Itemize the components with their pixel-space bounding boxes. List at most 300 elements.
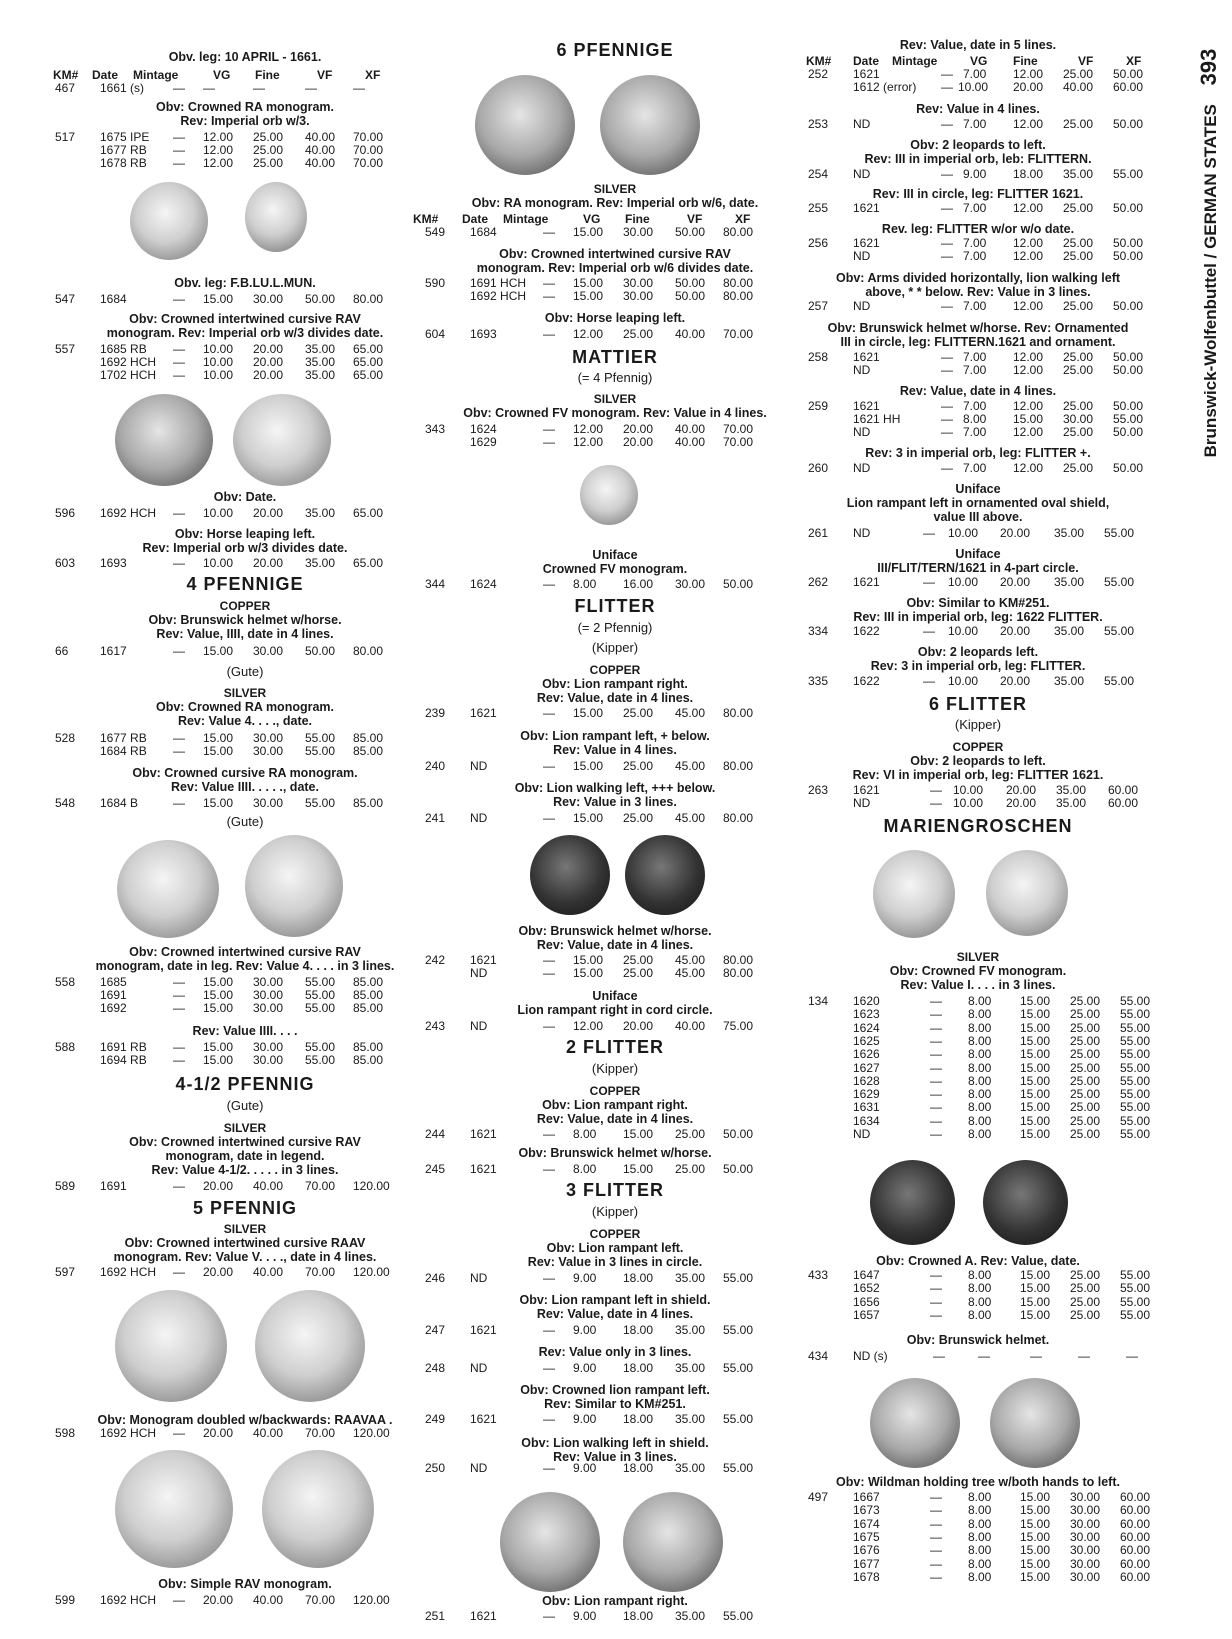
hdr-vg: VG	[213, 68, 231, 82]
table-cell: 80.00	[353, 644, 384, 658]
table-cell: 20.00	[203, 1426, 234, 1440]
metal-label: SILVER	[223, 1121, 267, 1135]
table-cell: 1691	[100, 1179, 127, 1193]
table-cell: 18.00	[623, 1323, 654, 1337]
table-cell: 1621	[853, 575, 880, 589]
desc: Crowned FV monogram.	[542, 562, 688, 576]
table-cell: ND	[853, 167, 871, 181]
cell-mt: —	[930, 1529, 942, 1544]
table-cell: —	[941, 425, 953, 439]
table-cell: 120.00	[353, 1179, 390, 1193]
table-cell: 55.00	[305, 731, 336, 745]
desc: Rev: Value I. . . . in 3 lines.	[900, 978, 1056, 992]
table-cell: 20.00	[253, 556, 284, 570]
cell-v1: 8.00	[968, 1281, 992, 1296]
cell-v2: 15.00	[1020, 1268, 1051, 1282]
table-cell: 18.00	[623, 1461, 654, 1475]
table-cell: 35.00	[1054, 575, 1085, 589]
table-cell: 80.00	[723, 811, 754, 825]
table-cell: 1692 HCH	[100, 1593, 157, 1607]
table-cell: 85.00	[353, 731, 384, 745]
table-cell: 120.00	[353, 1426, 390, 1440]
cell-v3: 25.00	[1070, 1268, 1101, 1282]
table-cell: —	[941, 412, 953, 426]
metal-label: COPPER	[589, 1227, 641, 1241]
table-cell: 15.00	[203, 1001, 234, 1015]
table-cell: 20.00	[1006, 783, 1037, 797]
table-cell: 65.00	[353, 342, 384, 356]
table-cell: 66	[55, 644, 69, 658]
table-cell: —	[543, 759, 555, 773]
desc: Rev: Value 4. . . ., date.	[177, 714, 313, 728]
table-cell: 30.00	[253, 796, 284, 810]
hdr-date: Date	[462, 212, 489, 226]
table-cell: 255	[808, 201, 829, 215]
cell-v3: 30.00	[1070, 1556, 1101, 1571]
table-cell: 25.00	[253, 130, 284, 144]
desc: Obv: Lion walking left in shield.	[521, 1436, 709, 1450]
table-cell: 70.00	[305, 1426, 336, 1440]
table-cell: —	[543, 1019, 555, 1033]
table-cell: 8.00	[573, 1127, 597, 1141]
table-cell: 55.00	[305, 1053, 336, 1067]
coin-image	[233, 394, 331, 486]
table-cell: 35.00	[305, 355, 336, 369]
cell-v1: 8.00	[968, 1268, 992, 1282]
desc: Obv: Crowned RA monogram.	[155, 700, 334, 714]
cell-dt: 1629	[853, 1087, 880, 1102]
hdr-km: KM#	[413, 212, 439, 226]
table-cell: 50.00	[1113, 461, 1144, 475]
coin-image	[873, 850, 955, 938]
table-cell: 1661 (s)	[100, 81, 145, 95]
desc: Rev: Imperial orb w/3 divides date.	[142, 541, 348, 555]
table-cell: 50.00	[1113, 425, 1144, 439]
table-cell: 18.00	[1013, 167, 1044, 181]
coin-image	[500, 1492, 600, 1592]
table-cell: 25.00	[1063, 236, 1094, 250]
metal-label: COPPER	[219, 599, 271, 613]
cell-v2: 15.00	[1020, 1047, 1051, 1062]
table-cell: 251	[425, 1609, 446, 1623]
table-cell: 25.00	[1063, 350, 1094, 364]
cell-v1: 8.00	[968, 1033, 992, 1048]
table-cell: 40.00	[305, 156, 336, 170]
table-cell: 334	[808, 624, 829, 638]
table-cell: 70.00	[353, 156, 384, 170]
table-cell: —	[173, 556, 185, 570]
desc: Rev: III in imperial orb, leg: 1622 FLITTER.	[853, 610, 1103, 624]
table-cell: 80.00	[723, 706, 754, 720]
desc: Obv: Lion walking left, +++ below.	[514, 781, 716, 795]
table-cell: 30.00	[253, 1001, 284, 1015]
table-cell: ND	[470, 966, 488, 980]
table-cell: 12.00	[1013, 299, 1044, 313]
table-cell: 1691 RB	[100, 1040, 147, 1054]
table-cell: 12.00	[1013, 117, 1044, 131]
desc: Obv: Crowned cursive RA monogram.	[132, 766, 358, 780]
table-cell: 50.00	[1113, 236, 1144, 250]
table-cell: 20.00	[253, 506, 284, 520]
table-cell: 1692 HCH	[100, 355, 157, 369]
table-cell: 15.00	[573, 966, 604, 980]
table-cell: 15.00	[203, 1040, 234, 1054]
table-cell: 596	[55, 506, 76, 520]
table-cell: 7.00	[963, 425, 987, 439]
table-cell: 20.00	[623, 422, 654, 436]
table-cell: —	[941, 363, 953, 377]
table-cell: 20.00	[203, 1265, 234, 1279]
table-cell: 10.00	[203, 556, 234, 570]
desc: Rev: 3 in imperial orb, leg: FLITTER +.	[865, 446, 1091, 460]
hdr-vf: VF	[687, 212, 703, 226]
table-cell: —	[941, 67, 953, 81]
running-head-text: Brunswick-Wolfenbuttel / GERMAN STATES	[1201, 104, 1220, 458]
table-cell: 245	[425, 1162, 446, 1176]
table-cell: 1624	[470, 577, 497, 591]
cell-dt: 1652	[853, 1281, 880, 1296]
desc: Obv: Horse leaping left.	[544, 311, 686, 325]
table-cell: 8.00	[963, 412, 987, 426]
table-cell: 80.00	[723, 289, 754, 303]
cell-mt: —	[930, 1516, 942, 1531]
table-cell: 50.00	[723, 577, 754, 591]
table-cell: 55.00	[723, 1461, 754, 1475]
table-cell: ND	[853, 425, 871, 439]
hdr-fine: Fine	[255, 68, 280, 82]
table-cell: 40.00	[675, 1019, 706, 1033]
table-cell: —	[941, 461, 953, 475]
table-cell: 1684	[100, 292, 127, 306]
table-cell: 40.00	[253, 1265, 284, 1279]
cell-v3: 30.00	[1070, 1490, 1101, 1504]
cell-v4: 55.00	[1120, 1073, 1151, 1088]
cell-v1: 8.00	[968, 1020, 992, 1035]
cell-v4: 55.00	[1120, 1047, 1151, 1062]
table-cell: 20.00	[1000, 526, 1031, 540]
coin-image	[117, 840, 219, 938]
table-cell: 45.00	[675, 811, 706, 825]
table-cell: —	[173, 355, 185, 369]
table-cell: 40.00	[253, 1179, 284, 1193]
cell-mt: —	[930, 1033, 942, 1048]
table-cell: —	[923, 526, 935, 540]
table-cell: 55.00	[723, 1361, 754, 1375]
table-cell: 12.00	[1013, 399, 1044, 413]
table-cell: 55.00	[723, 1609, 754, 1623]
table-cell: ND	[470, 811, 488, 825]
section-title: MARIENGROSCHEN	[883, 816, 1073, 836]
table-cell: 252	[808, 67, 829, 81]
cell-dt: 1623	[853, 1007, 880, 1022]
cell-v1: 8.00	[968, 994, 992, 1008]
table-cell: —	[543, 327, 555, 341]
table-cell: 40.00	[305, 130, 336, 144]
hdr-fine: Fine	[625, 212, 650, 226]
hdr-date: Date	[853, 54, 880, 68]
hdr-vf: VF	[317, 68, 333, 82]
table-cell: 25.00	[623, 953, 654, 967]
table-cell: 25.00	[1063, 67, 1094, 81]
table-cell: 1621 HH	[853, 412, 901, 426]
table-cell: 85.00	[353, 988, 384, 1002]
table-cell: —	[543, 706, 555, 720]
table-cell: —	[305, 81, 317, 95]
table-cell: 35.00	[305, 342, 336, 356]
table-cell: —	[543, 1162, 555, 1176]
desc: Rev: Value, date in 4 lines.	[899, 384, 1057, 398]
metal-label: SILVER	[593, 182, 637, 196]
table-cell: 9.00	[573, 1323, 597, 1337]
table-cell: 10.00	[948, 575, 979, 589]
cell-v2: 15.00	[1020, 1100, 1051, 1115]
desc: Obv: Horse leaping left.	[174, 527, 316, 541]
cell-v3: 25.00	[1070, 1073, 1101, 1088]
cell-v2: 15.00	[1020, 1020, 1051, 1035]
table-cell: 248	[425, 1361, 446, 1375]
table-cell: 10.00	[203, 342, 234, 356]
table-cell: ND	[853, 117, 871, 131]
table-cell: 120.00	[353, 1593, 390, 1607]
desc: Obv: 2 leopards to left.	[910, 138, 1046, 152]
cell-v4: 55.00	[1120, 1007, 1151, 1022]
cell-dt: 1676	[853, 1543, 880, 1558]
cell-v4: 55.00	[1120, 1281, 1151, 1296]
table-cell: 25.00	[623, 706, 654, 720]
section-title: MATTIER	[572, 347, 658, 367]
metal-label: COPPER	[589, 663, 641, 677]
desc: above, * * below. Rev: Value in 3 lines.	[865, 285, 1091, 299]
table-cell: 12.00	[1013, 350, 1044, 364]
table-cell: —	[1030, 1349, 1042, 1363]
sub-label: (Gute)	[226, 814, 264, 829]
cell-dt: 1677	[853, 1556, 880, 1571]
table-cell: —	[543, 1127, 555, 1141]
table-cell: 15.00	[203, 988, 234, 1002]
table-cell: 9.00	[573, 1271, 597, 1285]
table-cell: 590	[425, 276, 446, 290]
coin-image	[245, 835, 343, 937]
desc: Rev: Value in 3 lines.	[553, 795, 677, 809]
table-cell: 35.00	[675, 1609, 706, 1623]
desc: Obv: Crowned intertwined cursive RAV	[129, 1135, 361, 1149]
table-cell: 15.00	[573, 811, 604, 825]
table-cell: ND	[470, 1461, 488, 1475]
cell-mt: —	[930, 1294, 942, 1309]
table-cell: —	[543, 435, 555, 449]
cell-v3: 30.00	[1070, 1569, 1101, 1584]
table-cell: 549	[425, 225, 446, 239]
table-cell: 20.00	[253, 355, 284, 369]
cell-v2: 15.00	[1020, 1556, 1051, 1571]
cell-v4: 55.00	[1120, 994, 1151, 1008]
table-cell: 25.00	[1063, 425, 1094, 439]
desc: Rev: Value, date in 4 lines.	[536, 1112, 694, 1126]
cell-v4: 55.00	[1120, 1127, 1151, 1141]
desc: Rev: Similar to KM#251.	[544, 1397, 686, 1411]
cell-dt: 1647	[853, 1268, 880, 1282]
table-cell: —	[173, 1265, 185, 1279]
cell-mt: —	[930, 1073, 942, 1088]
table-cell: 40.00	[675, 327, 706, 341]
table-cell: —	[173, 143, 185, 157]
table-cell: ND	[470, 1271, 488, 1285]
table-cell: —	[173, 342, 185, 356]
desc: value III above.	[933, 510, 1023, 524]
table-cell: —	[543, 1323, 555, 1337]
cell-mt: —	[930, 1047, 942, 1062]
table-cell: 55.00	[305, 1040, 336, 1054]
cell-v4: 55.00	[1120, 1087, 1151, 1102]
cell-v2: 15.00	[1020, 1007, 1051, 1022]
cell-v2: 15.00	[1020, 1503, 1051, 1518]
table-cell: 7.00	[963, 67, 987, 81]
table-cell: —	[543, 1271, 555, 1285]
table-cell: 80.00	[723, 225, 754, 239]
desc: Obv: Simple RAV monogram.	[158, 1577, 332, 1591]
section-title: 5 PFENNIG	[192, 1198, 298, 1218]
hdr-vf: VF	[1078, 54, 1094, 68]
table-cell: 10.00	[948, 674, 979, 688]
section-title: 2 FLITTER	[566, 1037, 664, 1057]
table-cell: 243	[425, 1019, 446, 1033]
table-cell: 15.00	[573, 289, 604, 303]
table-cell: 548	[55, 796, 76, 810]
desc: Obv. leg: F.B.LU.L.MUN.	[174, 276, 316, 290]
table-cell: 1621	[853, 399, 880, 413]
page-number: 393	[1196, 48, 1221, 86]
table-cell: —	[173, 988, 185, 1002]
cell-dt: 1678	[853, 1569, 880, 1584]
table-cell: —	[543, 1361, 555, 1375]
table-cell: ND	[853, 249, 871, 263]
sub-label: (Kipper)	[954, 717, 1002, 732]
table-cell: 70.00	[305, 1593, 336, 1607]
cell-dt: 1626	[853, 1047, 880, 1062]
table-cell: 35.00	[675, 1323, 706, 1337]
table-cell: 1621	[853, 350, 880, 364]
cell-v4: 55.00	[1120, 1020, 1151, 1035]
cell-v3: 25.00	[1070, 1127, 1101, 1141]
table-cell: 25.00	[253, 156, 284, 170]
table-cell: —	[923, 575, 935, 589]
running-head	[1194, 30, 1224, 470]
table-cell: 50.00	[1113, 67, 1144, 81]
table-cell: 30.00	[1063, 412, 1094, 426]
table-cell: —	[173, 130, 185, 144]
table-cell: —	[941, 299, 953, 313]
cell-v4: 60.00	[1120, 1503, 1151, 1518]
table-cell: 50.00	[1113, 363, 1144, 377]
table-cell: 240	[425, 759, 446, 773]
coin-image	[262, 1450, 374, 1568]
cell-v3: 25.00	[1070, 1087, 1101, 1102]
table-cell: 588	[55, 1040, 76, 1054]
table-cell: 20.00	[253, 368, 284, 382]
table-cell: —	[173, 744, 185, 758]
cell-dt: 1673	[853, 1503, 880, 1518]
table-cell: 1621	[470, 1412, 497, 1426]
cell-mt: —	[930, 1127, 942, 1141]
table-cell: 55.00	[305, 744, 336, 758]
desc: Rev: Value, IIII, date in 4 lines.	[156, 627, 334, 641]
table-cell: 10.00	[953, 796, 984, 810]
cell-v1: 8.00	[968, 1516, 992, 1531]
table-cell: 15.00	[573, 225, 604, 239]
cell-mt: —	[930, 1268, 942, 1282]
table-cell: 1684 B	[100, 796, 139, 810]
table-cell: 1624	[470, 422, 497, 436]
table-cell: 20.00	[203, 1593, 234, 1607]
table-cell: 55.00	[1104, 624, 1135, 638]
cell-v2: 15.00	[1020, 1569, 1051, 1584]
table-cell: —	[941, 80, 953, 94]
table-cell: 1694 RB	[100, 1053, 147, 1067]
sub-label: (Kipper)	[591, 1061, 639, 1076]
section-title: 4-1/2 PFENNIG	[175, 1074, 315, 1094]
table-cell: 20.00	[253, 342, 284, 356]
table-cell: 55.00	[1104, 674, 1135, 688]
hdr-vg: VG	[970, 54, 988, 68]
table-cell: ND	[470, 1019, 488, 1033]
table-cell: 50.00	[675, 289, 706, 303]
table-cell: 30.00	[253, 744, 284, 758]
table-cell: 1621	[853, 67, 880, 81]
table-cell: 10.00	[953, 783, 984, 797]
table-cell: 35.00	[305, 368, 336, 382]
cell-dt: 1674	[853, 1516, 880, 1531]
desc: Obv: Crowned intertwined cursive RAAV	[124, 1236, 366, 1250]
desc: monogram. Rev: Imperial orb w/3 divides date.	[106, 326, 384, 340]
cell-v3: 25.00	[1070, 1113, 1101, 1128]
table-cell: 1692 HCH	[100, 1265, 157, 1279]
table-cell: 70.00	[723, 435, 754, 449]
table-cell: 18.00	[623, 1609, 654, 1623]
cell-v3: 25.00	[1070, 1294, 1101, 1309]
table-cell: 1617	[100, 644, 127, 658]
table-cell: 85.00	[353, 1040, 384, 1054]
table-cell: 1629	[470, 435, 497, 449]
table-cell: 1621	[853, 783, 880, 797]
table-cell: ND	[853, 299, 871, 313]
table-cell: 70.00	[305, 1179, 336, 1193]
table-cell: 85.00	[353, 975, 384, 989]
desc: Obv: Monogram doubled w/backwards: RAAVAA .	[97, 1413, 393, 1427]
table-cell: 35.00	[675, 1361, 706, 1375]
table-cell: 55.00	[305, 1001, 336, 1015]
table-cell: 547	[55, 292, 76, 306]
table-cell: 434	[808, 1349, 829, 1363]
desc: Obv: Wildman holding tree w/both hands to left.	[836, 1475, 1120, 1489]
desc: Uniface	[955, 482, 1001, 496]
table-cell: 50.00	[305, 644, 336, 658]
desc: Obv: Lion rampant left in shield.	[519, 1293, 711, 1307]
cell-v1: 8.00	[968, 1569, 992, 1584]
table-cell: 7.00	[963, 461, 987, 475]
table-cell: 50.00	[723, 1127, 754, 1141]
desc: Obv: Lion rampant left, + below.	[520, 729, 710, 743]
cell-mt: —	[930, 1060, 942, 1075]
desc: Obv: Lion rampant right.	[542, 1594, 688, 1608]
table-cell: 20.00	[623, 435, 654, 449]
desc: Obv: Lion rampant right.	[542, 1098, 688, 1112]
desc: Obv: Crowned A. Rev: Value, date.	[876, 1254, 1080, 1268]
cell-v1: 8.00	[968, 1556, 992, 1571]
table-cell: 1621	[853, 236, 880, 250]
hdr-date: Date	[92, 68, 119, 82]
table-cell: 10.00	[203, 355, 234, 369]
table-cell: 557	[55, 342, 76, 356]
